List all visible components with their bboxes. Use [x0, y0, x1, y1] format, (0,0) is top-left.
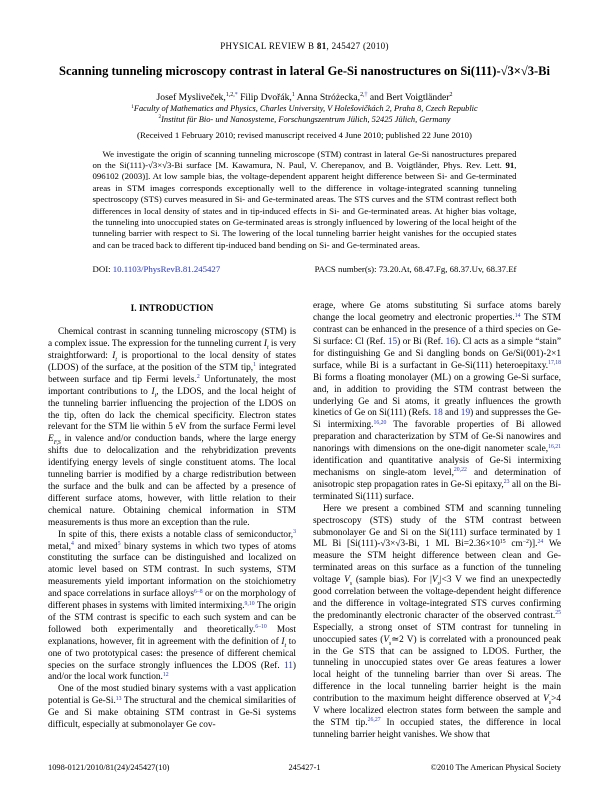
reference-link[interactable]: 2 — [196, 374, 200, 381]
reference-link[interactable]: 4 — [70, 540, 74, 547]
paragraph: Chemical contrast in scanning tunneling microscopy (STM) is a complex issue. The expression for the tunneling current $I_t$ is very straightforward: $I_t$ is proportional to the local density of states (LDOS) of the surface, at the position of the STM tip,$^1$ integrated between surface and tip Fermi levels.$^2$ Unfortunately, the most important contributions to $I_t$, the LDOS, and the local height of the tunneling barrier influencing the projection of the LDOS on the tip, often do lack the chemical specificity. Electron states relevant for the STM lie within 5 eV from the surface Fermi level $E_{F,S}$ in valence and/or conduction bands, where the large energy shifts due to delocalization and the rehybridization prevents identifying energy levels of single constituent atoms. The local tunneling barrier is modified by a charge redistribution between the surface and the bulk and can be affected by a presence of different surface atoms, however, with little relation to their chemical nature. Obtaining chemical information in STM measurements is thus more an exception than the rule. — [48, 327, 296, 528]
reference-link[interactable]: 17,18 — [548, 360, 561, 367]
superscript: 2, — [360, 92, 365, 99]
reference-link[interactable]: 20,22 — [453, 467, 467, 474]
paragraph: Here we present a combined STM and scanning tunneling spectroscopy (STS) study of the STM contrast between submonolayer Ge and Si on the Si(111) surface terminated by 1 ML Bi [Si(111)-√3×√3-Bi, 1 ML $Bi=2.36\times 10^{15}$ $cm^{-2})].^{24}$ We measure the STM height difference between clean and Ge-terminated areas on this surface as a function of the tunneling voltage $V_s$ (sample bias). For $|V_s|<3$ V we find an unexpectedly good correlation between the voltage-dependent height difference and the difference in voltage-integrated STS curves confirming the predominantly electronic character of the observed contrast.$^{25}$ Especially, a strong onset of STM contrast for tunneling in unoccupied sates ($V_s≃2$ V) is correlated with a pronounced peak in the Ge STS that can be assigned to LDOS. Further, the tunneling in unoccupied states over Ge areas features a lower local height of the tunneling barrier than over Si areas. The difference in the local tunneling barrier height is the main contribution to the maximum height difference observed at $V_s>4$ V where localized electron states form between the sample and the STM tip.$^{26,27}$ In occupied states, the difference in local tunneling barrier height vanishes. We show that — [313, 503, 562, 740]
reference-link[interactable]: 3 — [293, 529, 296, 536]
journal-header: PHYSICAL REVIEW B 81, 245427 (2010) — [220, 41, 389, 51]
subscript: t — [266, 344, 269, 351]
reference-link[interactable]: 1 — [253, 362, 257, 369]
subscript: t — [115, 356, 117, 363]
abstract: We investigate the origin of scanning tunneling microscope (STM) contrast in lateral Ge-Si nanostructures prepared on the Si(111)-√3×√3-Bi surface [M. Kawamura, N. Paul, V. Cherepanov, and B. Voigtländer, Phys. Rev. Lett. 91, 096102 (2003)]. At low sample bias, the voltage-dependent apparent height difference between Si- and Ge-terminated areas in STM images corresponds exceptionally well to the difference in voltage-integrated scanning tunneling spectroscopy (STS) curves measured in Si- and Ge-terminated areas. The STS curves and the STM contrast reflect both differences in local density of states and in tip-induced effects in Si- and Ge-terminated areas. At higher bias voltage, the tunneling into unoccupied states on Ge-terminated areas is strongly influenced by lowering of the local height of the tunneling barrier with respect to Si. The lowering of the local tunneling barrier height vanishes for the occupied states and can be traced back to different tip-induced band bending on Si- and Ge-terminated areas. — [92, 148, 517, 250]
reference-link[interactable]: 25 — [555, 610, 561, 617]
received-line: (Received 1 February 2010; revised manuscript received 4 June 2010; published 22 June 2010) — [137, 129, 472, 140]
reference-link[interactable]: 6–10 — [255, 624, 267, 631]
subscript: s — [349, 580, 353, 587]
reference-link[interactable]: 6–8 — [194, 588, 203, 595]
reference-link[interactable]: 16,21 — [548, 443, 561, 450]
affiliation-2: $^2$Institut für Bio- und Nanosysteme, Forschungszentrum Jülich, 52425 Jülich, Germany — [158, 114, 451, 124]
authors: Josef Mysliveček,$^{1,2,*}$ Filip Dvořák,$^1$ Anna Stróżecka,$^{2,\dagger}$ and Bert Voigtländer$^2$ — [156, 91, 453, 103]
reference-link[interactable]: 16 — [445, 337, 455, 347]
superscript: 1 — [131, 103, 134, 110]
footer-issn: 1098-0121/2010/81(24)/245427(10) — [48, 763, 170, 772]
reference-link[interactable]: 11 — [283, 660, 293, 671]
footer-page-number: 245427-1 — [288, 763, 321, 772]
paragraph: In spite of this, there exists a notable class of semiconductor,$^3$ metal,$^4$ and mixed$^5$ binary systems in which two types of atoms constituting the surface can be distinguished and localized on atomic level based on STM contrast. In such systems, STM measurements yield important information on the stoichiometry and space correlations in surface alloys$^{6-8}$ or on the morphology of different phases in systems with limited intermixing.$^{9,10}$ The origin of the STM contrast is specific to each such system and can be followed both experimentally and theoretically.$^{6-10}$ Most explanations, however, fit in agreement with the definition of $I_t$ to one of two prototypical cases: the presence of different chemical species on the surface strongly influences the LDOS (Ref. 11) and/or the local work function.$^{12}$ — [48, 529, 297, 683]
column-right — [313, 301, 561, 742]
reference-link[interactable]: 16,20 — [373, 419, 387, 426]
pacs-numbers: PACS number(s): 73.20.At, 68.47.Fg, 68.37.Uv, 68.37.Ef — [314, 264, 517, 275]
reference-link[interactable]: 26,27 — [367, 717, 381, 724]
affiliation-1: $^1$Faculty of Mathematics and Physics, Charles University, V Holešovičkách 2, Praha 8, Czech Republic — [131, 103, 478, 114]
superscript: 1 — [291, 92, 295, 99]
reference-link[interactable]: 24 — [537, 538, 544, 545]
reference-link[interactable]: 5 — [117, 540, 121, 547]
reference-link[interactable]: 14 — [514, 312, 521, 319]
superscript: 15 — [499, 538, 506, 545]
subscript: t — [154, 392, 157, 399]
superscript: 2 — [449, 92, 453, 99]
section-heading: I. INTRODUCTION — [130, 304, 214, 315]
reference-link[interactable]: † — [364, 92, 368, 99]
superscript: −2 — [522, 538, 529, 545]
reference-link[interactable]: 15 — [387, 337, 398, 347]
reference-link[interactable]: 18 — [433, 408, 443, 419]
superscript: 2 — [158, 114, 162, 121]
subscript: s — [437, 580, 440, 587]
reference-link[interactable]: * — [234, 92, 238, 99]
reference-link[interactable]: 9,10 — [244, 600, 255, 607]
paragraph: erage, where Ge atoms substituting Si surface atoms barely change the local geometry and electronic properties.$^{14}$ The STM contrast can be enhanced in the presence of a third species on Ge-Si surface: Cl (Ref. 15) or Bi (Ref. 16). Cl acts as a simple “stain” for distinguishing Ge and Si dangling bonds on Ge/Si(001)-2×1 surface, while Bi is a surfactant in Ge-Si(111) heteroepitaxy.$^{17,18}$ Bi forms a floating monolayer (ML) on a growing Ge-Si surface, and, in addition to providing the STM contrast between the underlying Ge and Si atoms, it greatly influences the growth kinetics of Ge on Si(111) (Refs. 18 and 19) and suppresses the Ge-Si intermixing.$^{16,20}$ The favorable properties of Bi allowed preparation and characterization by STM of Ge-Si nanowires and nanorings with dimensions on the one-digit nanometer scale,$^{16,21}$ identification and quantitative analysis of Ge-Si intermixing mechanisms on single-atom level,$^{20,22}$ and determination of anisotropic step propagation rates in Ge-Si epitaxy,$^{23}$ all on the Bi-terminated Si(111) surface. — [313, 301, 562, 502]
subscript: s — [389, 640, 392, 647]
reference-link[interactable]: 12 — [162, 671, 169, 678]
column-left — [48, 301, 296, 742]
reference-link[interactable]: 13 — [115, 695, 122, 702]
subscript: F,S — [53, 440, 61, 447]
reference-link[interactable]: 23 — [503, 479, 510, 486]
footer-copyright: ©2010 The American Physical Society — [430, 763, 561, 772]
doi-line — [93, 264, 517, 274]
paragraph: One of the most studied binary systems with a vast application potential is Ge-Si.$^{13}$ The structural and the chemical similarities of Ge and Si make obtaining STM contrast in Ge-Si systems difficult, especially at submonolayer Ge cov- — [48, 684, 296, 731]
subscript: s — [548, 700, 552, 707]
footer — [48, 763, 561, 772]
reference-link[interactable]: 19 — [460, 408, 471, 419]
doi — [93, 264, 221, 274]
subscript: t — [284, 642, 287, 649]
doi-label: DOI: — [92, 264, 113, 275]
doi-link[interactable]: 10.1103/PhysRevB.81.245427 — [112, 264, 221, 275]
body-columns — [0, 301, 609, 742]
superscript: 1,2, — [225, 92, 235, 99]
paper-title: Scanning tunneling microscopy contrast in lateral Ge-Si nanostructures on Si(111)-√3×√3-Bi — [59, 64, 550, 78]
